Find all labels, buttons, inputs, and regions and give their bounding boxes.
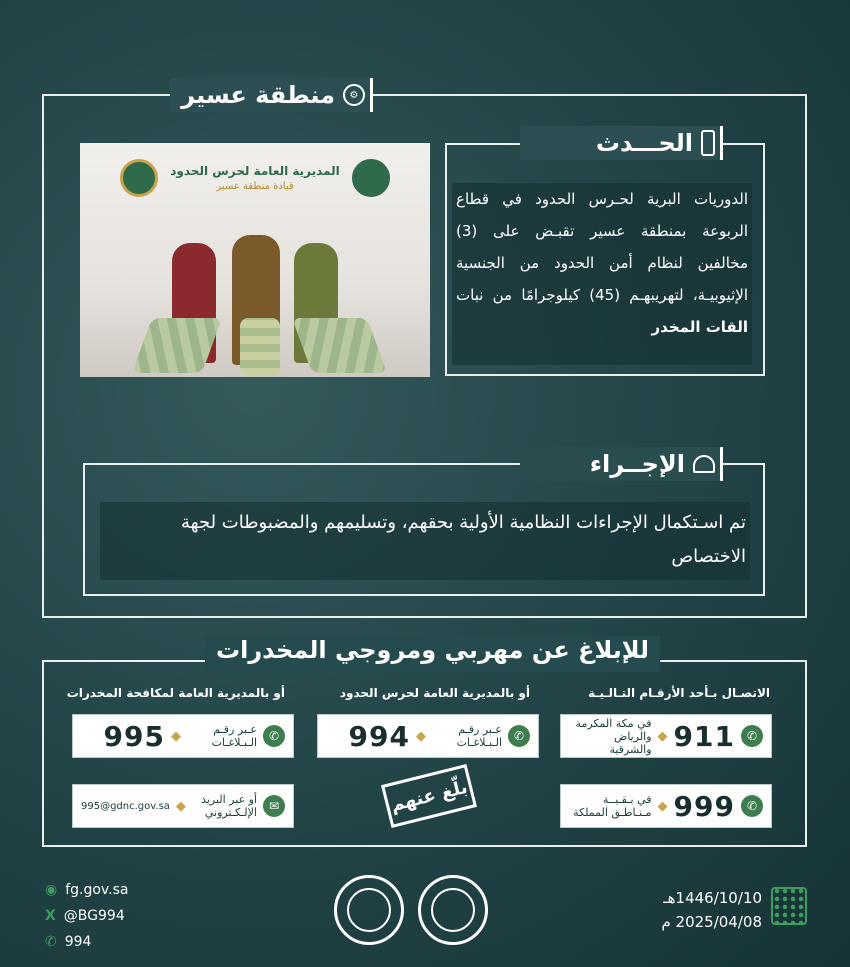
envelope-icon: ✉	[263, 795, 285, 817]
phone-icon: ✆	[508, 725, 530, 747]
globe-icon: ◉	[45, 882, 58, 898]
email-address[interactable]: 995@gdnc.gov.sa	[81, 800, 170, 812]
hotline-999-card[interactable]	[560, 784, 772, 828]
hotline-994-card[interactable]	[317, 714, 539, 758]
date-gregorian: 2025/04/08 م	[661, 913, 762, 931]
photo-org-sub: قيادة منطقة عسير	[216, 181, 294, 192]
hotline-999-label: في بـقـيــة مـنـاطـق المملكة	[573, 793, 652, 819]
footer-contacts	[45, 877, 205, 955]
region-title-bar	[370, 78, 373, 112]
action-body-text: تم اسـتكمال الإجراءات النظامية الأولية بحقهم، وتسليمهم والمضبوطات لجهة الاختصاص	[181, 512, 746, 567]
border-guard-logo	[120, 159, 158, 197]
chevron-icon: ◆	[171, 728, 181, 744]
chevron-icon: ◆	[175, 798, 186, 814]
drug-bundles	[132, 318, 222, 373]
hotline-911-label: في مكة المكرمة والرياض والشرقية	[575, 716, 652, 756]
saudi-emblem-logo	[352, 159, 390, 197]
hotline-911-number: 911	[673, 719, 735, 753]
hotline-911-card[interactable]	[560, 714, 772, 758]
col-mid-head: أو بالمديرية العامة لحرس الحدود	[339, 686, 530, 700]
phone-icon: ✆	[263, 725, 285, 747]
event-title	[520, 126, 715, 160]
anchor-icon	[347, 888, 391, 932]
phone-icon: ✆	[45, 934, 57, 950]
saudi-emblem	[418, 875, 488, 945]
drug-bundles	[292, 318, 387, 373]
event-body-text: الدوريات البرية لحـرس الحدود في قطاع الربوعة بمنطقة عسير تقبـض على (3) مخالفين لنظام أمن الحدود من الجنسية الإثيوبيـة، لتهريبهـم (45) كيلوجرامًا من نبات	[456, 190, 748, 304]
report-stamp-text: بلّغ عنهم	[388, 776, 470, 816]
action-title	[520, 447, 715, 481]
region-title	[175, 78, 365, 112]
siren-icon	[693, 455, 715, 473]
chevron-icon: ◆	[657, 798, 668, 814]
hotline-995-label: عـبر رقـم الـبـلاغـات	[211, 723, 257, 749]
x-logo-icon: X	[45, 908, 56, 924]
report-title: للإبلاغ عن مهربي ومروجي المخدرات	[215, 636, 650, 664]
footer-website[interactable]: fg.gov.sa	[65, 882, 129, 898]
photo-org-name: المديرية العامة لحرس الحدود	[170, 164, 340, 178]
hotline-995-card[interactable]	[72, 714, 294, 758]
hotline-999-number: 999	[673, 789, 735, 823]
event-body	[452, 183, 752, 365]
event-title-text: الحـــدث	[595, 129, 693, 157]
calendar-icon	[771, 887, 807, 925]
footer-handle[interactable]: @BG994	[63, 908, 125, 924]
palm-swords-icon	[431, 888, 475, 932]
event-title-bar	[720, 126, 723, 160]
seizure-photo	[80, 143, 430, 377]
event-body-bold: القات المخدر	[651, 318, 748, 336]
action-title-bar	[720, 447, 723, 481]
photo-banner	[120, 153, 390, 203]
action-title-text: الإجــراء	[589, 450, 685, 478]
hotline-994-label: عـبر رقـم الـبـلاغـات	[456, 723, 502, 749]
email-label: أو عبر البريد الإلـكـتروني	[201, 793, 257, 819]
region-title-text: منطقة عسير	[181, 81, 335, 109]
chevron-icon: ◆	[416, 728, 426, 744]
col-left-head: أو بالمديرية العامة لمكافحة المخدرات	[66, 686, 285, 700]
chevron-icon: ◆	[657, 728, 668, 744]
footer-dates	[610, 886, 762, 934]
hotline-994-number: 994	[348, 719, 410, 753]
action-body	[100, 502, 750, 580]
date-hijri: 1446/10/10هـ	[663, 889, 762, 907]
border-guard-emblem	[334, 875, 404, 945]
col-right-head: الاتصـال بـأحد الأرقـام التـالـيـة	[588, 686, 770, 700]
drug-bundles	[240, 318, 280, 376]
walkie-talkie-icon	[701, 130, 715, 156]
hotline-995-number: 995	[103, 719, 165, 753]
email-card[interactable]	[72, 784, 294, 828]
magnifier-icon: ⚙	[343, 84, 365, 106]
phone-icon: ✆	[741, 795, 763, 817]
phone-icon: ✆	[741, 725, 763, 747]
footer-phone[interactable]: 994	[64, 934, 92, 950]
